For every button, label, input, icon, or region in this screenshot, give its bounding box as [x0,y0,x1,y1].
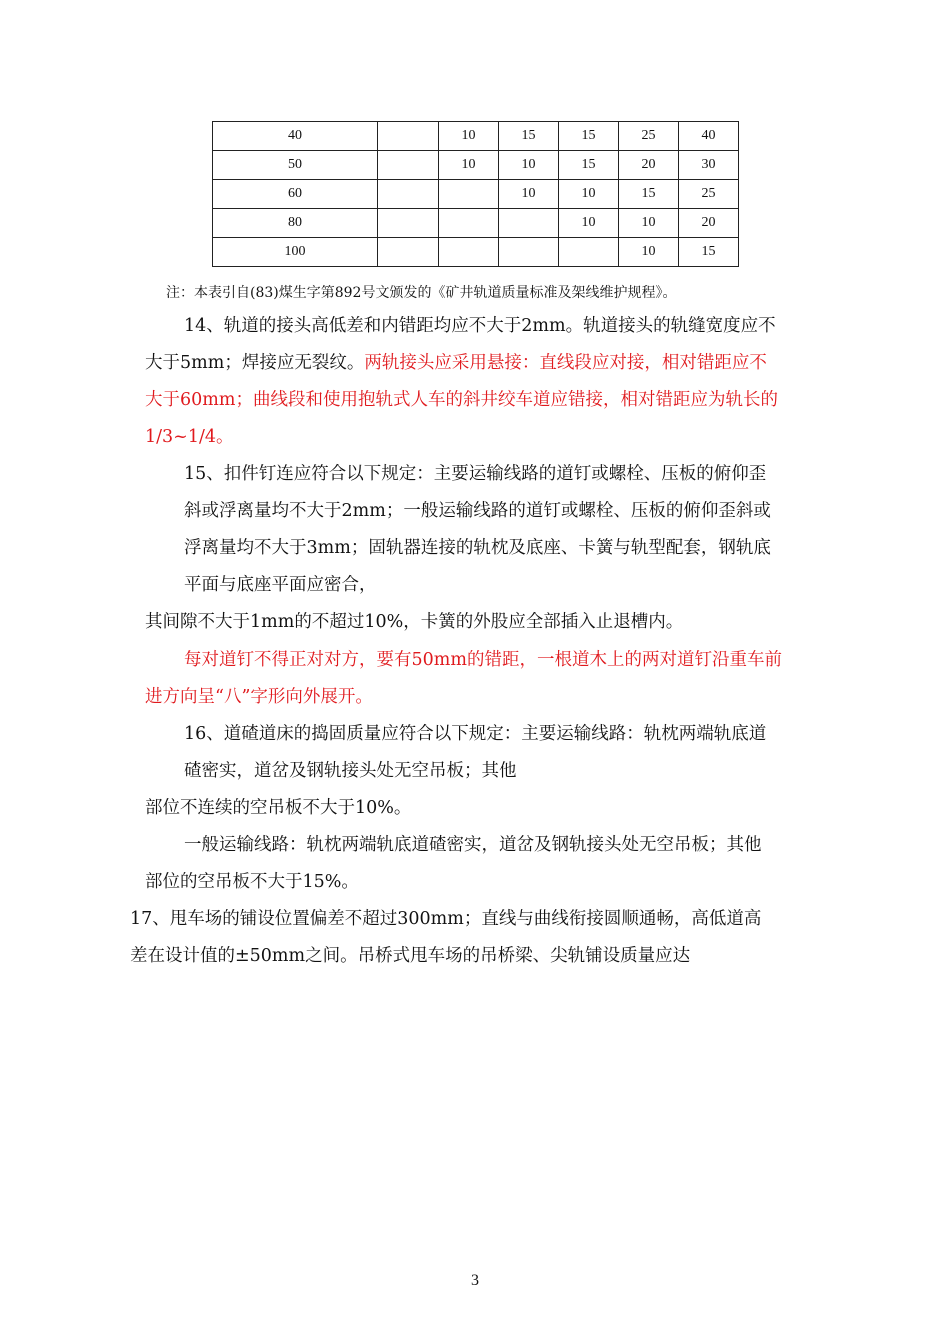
item14-line3: 大于60mm；曲线段和使用抱轨式人车的斜井绞车道应错接，相对错距应为轨长的 [145,390,778,410]
table-row [213,238,739,267]
table-cell: 40 [213,122,378,151]
table-cell [439,209,499,238]
table-cell: 25 [679,180,739,209]
item14-line2 [145,351,767,375]
item15-red-line1: 每对道钉不得正对对方，要有50mm的错距，一根道木上的两对道钉沿重车前 [184,650,782,670]
item15-line1: 15、扣件钉连应符合以下规定：主要运输线路的道钉或螺栓、压板的俯仰歪 [184,464,767,484]
table-cell: 80 [213,209,378,238]
table-cell: 15 [619,180,679,209]
table-row [213,180,739,209]
table-cell [378,151,439,180]
item15-line2: 斜或浮离量均不大于2mm；一般运输线路的道钉或螺栓、压板的俯仰歪斜或 [184,501,771,521]
table-cell [499,209,559,238]
table-cell: 10 [559,209,619,238]
table-cell: 15 [559,122,619,151]
item15-line3: 浮离量均不大于3mm；固轨器连接的轨枕及底座、卡簧与轨型配套，钢轨底 [184,538,771,558]
table-cell: 10 [499,180,559,209]
item14-line1: 14、轨道的接头高低差和内错距均应不大于2mm。轨道接头的轨缝宽度应不 [184,316,776,336]
table-note: 注：本表引自(83)煤生字第892号文颁发的《矿井轨道质量标准及架线维护规程》。 [166,285,677,301]
table-row [213,122,739,151]
table-cell [499,238,559,267]
table-row [213,151,739,180]
item14-line4: 1/3~1/4。 [145,427,234,447]
table-cell: 15 [559,151,619,180]
item16-line2: 碴密实，道岔及钢轨接头处无空吊板；其他 [184,761,517,781]
item15-line4: 平面与底座平面应密合， [184,575,377,595]
table-row [213,209,739,238]
table-cell [559,238,619,267]
table-cell: 10 [619,238,679,267]
table-cell: 15 [499,122,559,151]
table-cell [378,180,439,209]
item16-line4: 一般运输线路：轨枕两端轨底道碴密实，道岔及钢轨接头处无空吊板；其他 [184,835,762,855]
spec-table-body [213,122,739,267]
table-cell: 10 [499,151,559,180]
table-cell [378,238,439,267]
item17-line2: 差在设计值的±50mm之间。吊桥式甩车场的吊桥梁、尖轨铺设质量应达 [130,946,691,966]
item16-line5: 部位的空吊板不大于15%。 [145,872,359,892]
item16-line3: 部位不连续的空吊板不大于10%。 [145,798,412,818]
item15-red-line2: 进方向呈“八”字形向外展开。 [145,687,373,707]
table-cell: 10 [439,122,499,151]
table-cell: 60 [213,180,378,209]
table-cell: 20 [679,209,739,238]
page-number: 3 [471,1272,479,1289]
table-cell: 100 [213,238,378,267]
table-cell [439,180,499,209]
table-cell: 30 [679,151,739,180]
item17-line1: 17、甩车场的铺设位置偏差不超过300mm；直线与曲线衔接圆顺通畅，高低道高 [130,909,762,929]
item14-line2-black: 大于5mm；焊接应无裂纹。 [145,353,365,373]
table-cell: 15 [679,238,739,267]
item16-line1: 16、道碴道床的捣固质量应符合以下规定：主要运输线路：轨枕两端轨底道 [184,724,767,744]
table-cell: 25 [619,122,679,151]
table-cell: 40 [679,122,739,151]
table-cell [378,209,439,238]
table-cell: 10 [439,151,499,180]
table-cell: 10 [559,180,619,209]
item14-line2-red: 两轨接头应采用悬接：直线段应对接，相对错距应不 [364,353,767,373]
table-cell [439,238,499,267]
item15-line5: 其间隙不大于1mm的不超过10%，卡簧的外股应全部插入止退槽内。 [145,612,684,632]
table-cell: 20 [619,151,679,180]
spec-table [212,121,739,267]
table-cell: 10 [619,209,679,238]
table-cell: 50 [213,151,378,180]
table-cell [378,122,439,151]
